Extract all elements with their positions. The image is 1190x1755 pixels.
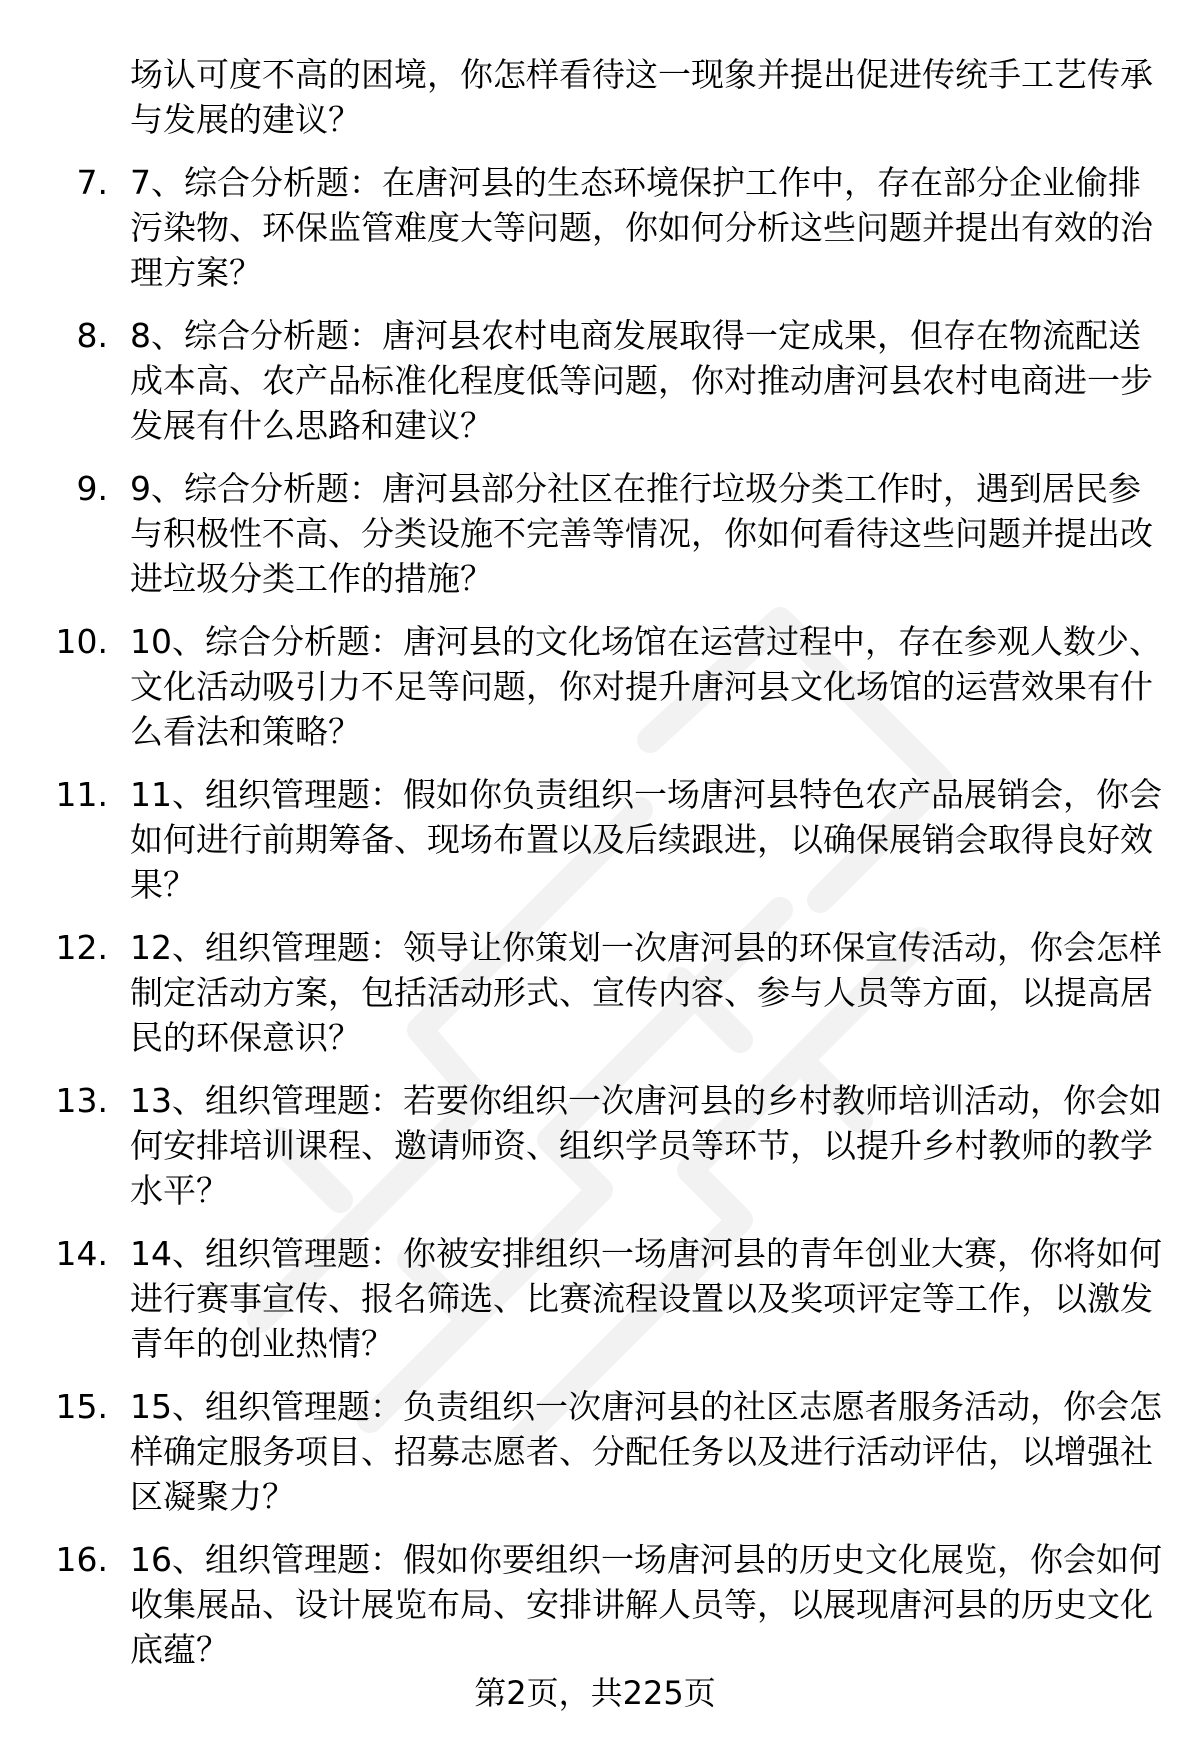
question-item (0, 160, 1190, 313)
question-item (0, 466, 1190, 619)
question-text: 8、综合分析题：唐河县农村电商发展取得一定成果，但存在物流配送成本高、农产品标准化程度低等问题，你对推动唐河县农村电商进一步发展有什么思路和建议？ (130, 316, 1153, 445)
page-footer: 第2页，共225页 (474, 1674, 716, 1712)
question-text: 7、综合分析题：在唐河县的生态环境保护工作中，存在部分企业偷排污染物、环保监管难度大等问题，你如何分析这些问题并提出有效的治理方案？ (130, 163, 1153, 292)
question-item (0, 1078, 1190, 1231)
question-text: 15、组织管理题：负责组织一次唐河县的社区志愿者服务活动，你会怎样确定服务项目、招募志愿者、分配任务以及进行活动评估，以增强社区凝聚力？ (130, 1387, 1162, 1516)
question-text: 13、组织管理题：若要你组织一次唐河县的乡村教师培训活动，你会如何安排培训课程、邀请师资、组织学员等环节，以提升乡村教师的教学水平？ (130, 1081, 1162, 1210)
question-text: 14、组织管理题：你被安排组织一场唐河县的青年创业大赛，你将如何进行赛事宣传、报名筛选、比赛流程设置以及奖项评定等工作，以激发青年的创业热情？ (130, 1234, 1162, 1363)
question-item (0, 619, 1190, 772)
question-text: 12、组织管理题：领导让你策划一次唐河县的环保宣传活动，你会怎样制定活动方案，包括活动形式、宣传内容、参与人员等方面，以提高居民的环保意识？ (130, 928, 1162, 1057)
continuation-text: 场认可度不高的困境，你怎样看待这一现象并提出促进传统手工艺传承与发展的建议？ (130, 55, 1153, 139)
question-number: 10. (55, 622, 108, 661)
question-text: 10、综合分析题：唐河县的文化场馆在运营过程中，存在参观人数少、文化活动吸引力不足等问题，你对提升唐河县文化场馆的运营效果有什么看法和策略？ (130, 622, 1162, 751)
question-number: 14. (55, 1234, 108, 1273)
question-list (0, 160, 1190, 1690)
question-number: 9. (76, 469, 108, 508)
question-item (0, 313, 1190, 466)
question-number: 15. (55, 1387, 108, 1426)
question-item (0, 772, 1190, 925)
question-number: 12. (55, 928, 108, 967)
question-number: 16. (55, 1540, 108, 1579)
question-text: 9、综合分析题：唐河县部分社区在推行垃圾分类工作时，遇到居民参与积极性不高、分类设施不完善等情况，你如何看待这些问题并提出改进垃圾分类工作的措施？ (130, 469, 1153, 598)
question-item (0, 1537, 1190, 1690)
question-text: 11、组织管理题：假如你负责组织一场唐河县特色农产品展销会，你会如何进行前期筹备、现场布置以及后续跟进，以确保展销会取得良好效果？ (130, 775, 1162, 904)
question-number: 11. (55, 775, 108, 814)
question-item (0, 1384, 1190, 1537)
question-number: 7. (76, 163, 108, 202)
question-text: 16、组织管理题：假如你要组织一场唐河县的历史文化展览，你会如何收集展品、设计展览布局、安排讲解人员等，以展现唐河县的历史文化底蕴？ (130, 1540, 1162, 1669)
question-number: 13. (55, 1081, 108, 1120)
question-item (0, 1231, 1190, 1384)
question-number: 8. (76, 316, 108, 355)
question-item (0, 925, 1190, 1078)
